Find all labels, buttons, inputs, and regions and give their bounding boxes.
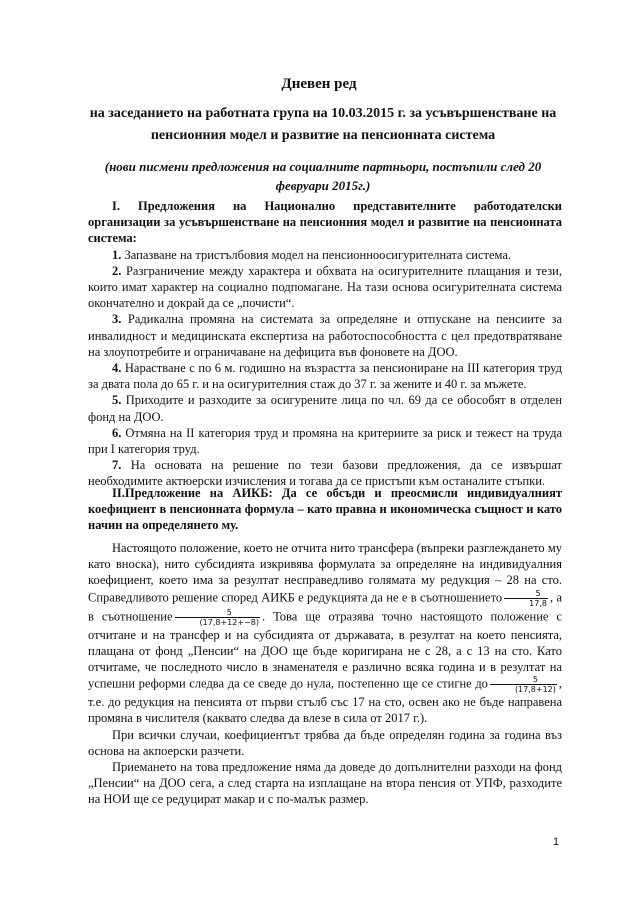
paragraph-text: , а в съотношение — [88, 589, 562, 623]
item-number: 7. — [112, 458, 122, 473]
section-3-body — [88, 540, 562, 808]
item-text: Запазване на тристълбовия модел на пенсионноосигурителната система. — [124, 247, 512, 262]
item-number: 4. — [112, 361, 122, 376]
fraction-denominator: (17,8+12) — [514, 685, 556, 695]
list-item — [88, 263, 562, 312]
paragraph — [88, 540, 562, 727]
item-number: 3. — [112, 312, 122, 327]
item-text: Приходите и разходите за осигурените лица по чл. 69 да се обособят в отделен фонд на ДОО. — [88, 393, 563, 424]
item-text: Нарастване с по 6 м. годишно на възрастта за пенсиониране на III категория труд за двата пола до 65 г. и на осигурителния стаж до 37 г. за жените и 40 г. за мъжете. — [88, 361, 562, 392]
list-item — [88, 392, 562, 424]
item-text: Отмяна на II категория труд и промяна на критериите за риск и тежест на труда при I категория труд. — [88, 425, 562, 457]
item-number: 1. — [112, 247, 122, 262]
fraction-numerator: 5 — [175, 608, 260, 618]
item-number: 2. — [112, 263, 122, 278]
paragraph: При всички случаи, коефициентът трябва да бъде определян година за година въз основа на акпоерски разчети. — [88, 727, 562, 758]
section-2 — [88, 485, 562, 534]
item-number: 6. — [112, 425, 122, 440]
section-2-heading: II.Предложение на АИКБ: Да се обсъди и преосмисли индивидуалният коефициент в пенсионната формула – като правна и икономическа същност и като начин на определянето му. — [88, 486, 562, 533]
fraction-numerator: 5 — [490, 675, 557, 685]
document-subtitle: на заседанието на работната група на 10.03.2015 г. за усъвършенстване на пенсионния модел и развитие на пенсионната система — [89, 106, 557, 143]
document-note: (нови писмени предложения на социалните партньори, постъпили след 20 февруари 2015г.) — [104, 159, 542, 193]
paragraph-text: , т.е. до редукция на пенсията от първи стълб със 17 на сто, освен ако не бъде направена промяна в числителя (каквато следва да влезе в сила от 2017 г.). — [88, 676, 562, 726]
list-item — [88, 425, 562, 457]
fraction-denominator: 17,8 — [529, 598, 547, 608]
list-item — [88, 311, 562, 360]
item-number: 5. — [112, 393, 122, 408]
fraction — [490, 675, 557, 694]
list-item — [88, 360, 562, 392]
list-item — [88, 247, 562, 263]
fraction-denominator: (17,8+12+−8) — [199, 617, 259, 627]
fraction-numerator: 5 — [504, 589, 548, 599]
page-number: 1 — [553, 836, 560, 848]
paragraph-text: . Това ще отразява точно настоящото положение с отчитане и на трансфер и на субсидията от държавата, в резултат на което пенсията, плащана от фонд „Пенсии“ на ДОО ще бъде коригирана не с 28, а с 13 на сто. Като отчитаме, че последното число в знаменателя е различно всяка година и в резултат на успешни реформи следва да се сведе до нула, постепенно ще се стигне до — [88, 608, 562, 691]
section-1 — [88, 198, 562, 490]
item-text: На основата на решение по тези базови предложения, да се извършат необходимите актюерски изчисления и тогава да се пристъпи към останалите стъпки. — [88, 458, 563, 489]
item-text: Радикална промяна на системата за определяне и отпускане на пенсиите за инвалидност и медицинската експертиза на работоспособността с цел предотвратяване на злоупотребите и ограничаване на дефицита във фоновете на ДОО. — [88, 312, 562, 359]
document-title: Дневен ред — [281, 76, 357, 92]
paragraph: Приемането на това предложение няма да доведе до допълнителни разходи на фонд „Пенсии“ на ДОО сега, а след старта на изплащане на втора пенсия от УПФ, разходите на НОИ ще се редуцират макар и с по-малък размер. — [88, 760, 562, 807]
section-1-heading: I. Предложения на Национално представителните работодателски организации за усъвършенстване на пенсионния модел и развитие на пенсионната система: — [88, 199, 562, 246]
fraction — [504, 589, 548, 608]
paragraph-text: Настоящото положение, което не отчита нито трансфера (въпреки разглеждането му като вноска), нито субсидията изкривява формулата за определяне на индивидуалния коефициент, което има за резултат несправедливо голямата му редукция – 28 на сто. Справедливото решение според АИКБ е редукцията да не е в съотношението — [88, 541, 562, 604]
fraction — [175, 608, 260, 627]
item-text: Разграничение между характера и обхвата на осигурителните плащания и тези, които имат характер на социално подпомагане. На тази основа осигурителната система окончателно и докрай да се „почисти“. — [88, 263, 562, 311]
